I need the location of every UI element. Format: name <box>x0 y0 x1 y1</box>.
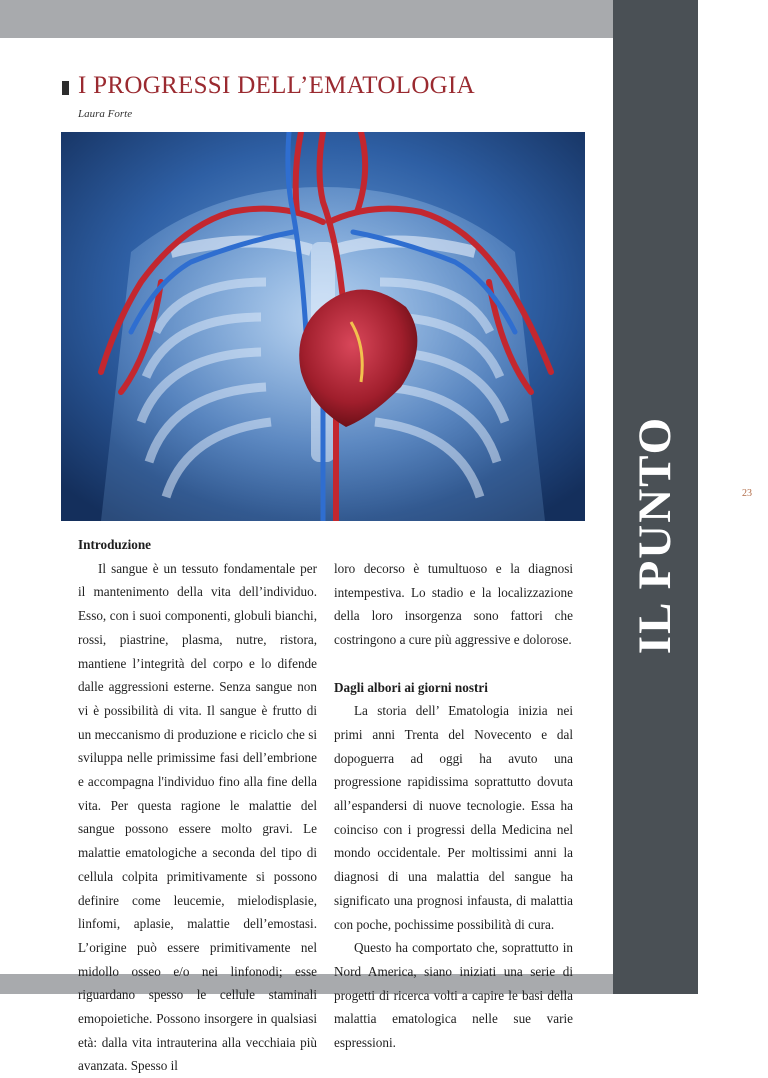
section-label <box>613 415 698 655</box>
section2-heading: Dagli albori ai giorni nostri <box>334 679 488 695</box>
intro-paragraph: Il sangue è un tessuto fondamentale per il mantenimento della vita dell’individuo. Esso, con i suoi componenti, globuli bianchi, rossi, piastrine, plasma, nutre, ristora, mantiene l’integrità del corpo e lo difende dalle aggressioni esterne. Senza sangue non vi è possibilità di vita. Il sangue è frutto di un meccanismo di produzione e riciclo che si sviluppa nelle primissime fasi dell’embrione e accompagna l'individuo fino alla fine della vita. Per questa ragione le malattie del sangue possono essere molto gravi. Le malattie ematologiche a seconda del tipo di cellula colpita primitivamente si possono definire come leucemie, mielodisplasie, linfomi, aplasie, malattie dell’emostasi. L’origine può essere primitivamente nel midollo osseo e/o nei linfonodi; esse riguardano spesso le cellule staminali emopoietiche. Possono insorgere in qualsiasi età: dalla vita intrauterina alla vecchiaia più avanzata. Spesso il <box>78 560 317 1074</box>
page-number: 23 <box>742 488 752 499</box>
intro-paragraph-continued: loro decorso è tumultuoso e la diagnosi intempestiva. Lo stadio e la localizzazione della loro insorgenza sono fattori che costringono a cure più aggressive e dolorose. <box>334 561 573 648</box>
text-column-left <box>78 533 317 1078</box>
article-title: I PROGRESSI DELL’EMATOLOGIA <box>78 72 476 99</box>
section-label-text: IL PUNTO <box>629 415 682 655</box>
text-column-right <box>334 557 573 1055</box>
section2-paragraph-2: Questo ha comportato che, soprattutto in Nord America, siano iniziati una serie di progetti di ricerca volti a capire le basi della malattia ematologica nelle sue varie espressioni. <box>334 940 573 1051</box>
article-author: Laura Forte <box>78 108 133 120</box>
section2-paragraph-1: La storia dell’ Ematologia inizia nei primi anni Trenta del Novecento e dal dopoguerra ad oggi ha avuto una progressione rapidissima soprattutto dovuta all’espandersi di nuove tecnologie. Essa ha coinciso con i progressi della Medicina nel mondo occidentale. Per moltissimi anni la diagnosi di una malattia del sangue ha significato una prognosi infausta, di malattia con poche, pochissime possibilità di cura. <box>334 703 573 932</box>
intro-heading: Introduzione <box>78 537 152 552</box>
top-decorative-bar <box>0 0 613 38</box>
title-marker <box>62 81 69 95</box>
circulatory-system-illustration <box>61 132 585 521</box>
